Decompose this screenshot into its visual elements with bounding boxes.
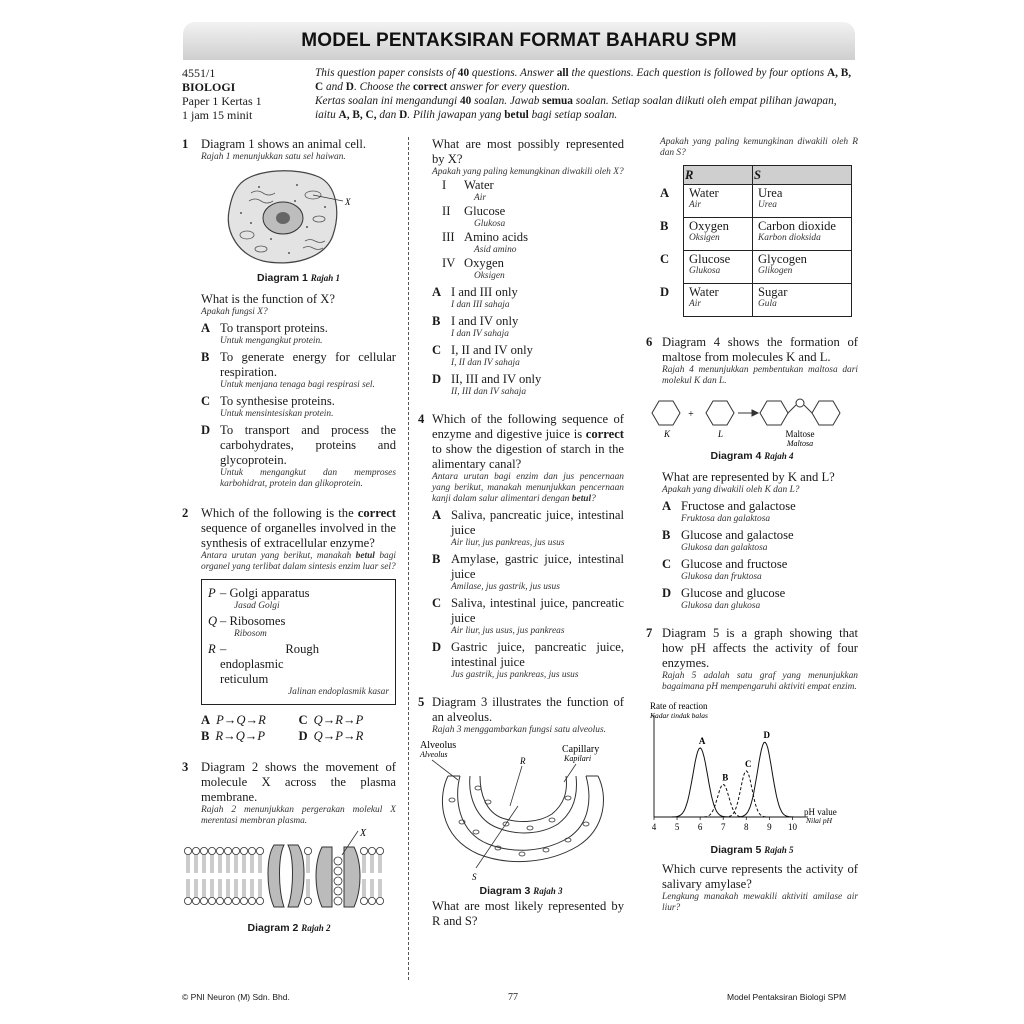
organelle-r: R – Rough endoplasmic reticulum Jalinan endoplasmik kasar	[208, 642, 389, 697]
page-title: MODEL PENTAKSIRAN FORMAT BAHARU SPM	[301, 30, 737, 51]
question-7	[646, 626, 858, 914]
organelle-box	[201, 579, 396, 705]
s-label: S	[472, 872, 477, 882]
question-stem: What is the function of X?	[201, 292, 335, 306]
question-5-continued	[646, 137, 858, 317]
molecule-l	[706, 401, 734, 425]
organelle-q: Q – Ribosomes Ribosom	[208, 614, 286, 639]
diagram-caption: Diagram 2 Rajah 2	[247, 922, 331, 934]
question-number: 4	[418, 412, 425, 426]
footer-book-title: Model Pentaksiran Biologi SPM	[727, 992, 847, 1002]
x-tick-label: 8	[744, 822, 749, 832]
duration: 1 jam 15 minit	[182, 108, 253, 122]
option-b[interactable]: B I and IV only I dan IV sahaja	[432, 314, 519, 339]
footer-copyright: © PNI Neuron (M) Sdn. Bhd.	[182, 992, 290, 1002]
column-header-r: R	[684, 166, 753, 185]
capillary-label-my: Kapilari	[564, 754, 592, 763]
x-tick-label: 7	[720, 822, 726, 832]
x-tick-label: 4	[651, 822, 657, 832]
diagram-caption: Diagram 5 Rajah 5	[710, 844, 794, 856]
x-tick-label: 6	[697, 822, 703, 832]
column-2	[418, 137, 624, 929]
x-label: X	[360, 828, 367, 839]
question-stem: Which curve represents the activity of salivary amylase?	[662, 862, 858, 891]
curve-label-d: D	[763, 730, 771, 741]
question-stem-my: Apakah yang diwakili oleh K dan L?	[662, 485, 800, 495]
option-c[interactable]: C To synthesise proteins. Untuk mensintesiskan protein.	[201, 394, 335, 419]
roman-item: IV Oxygen Oksigen	[442, 256, 505, 281]
question-number: 3	[182, 760, 189, 774]
k-label: K	[664, 429, 671, 439]
question-number: 2	[182, 506, 189, 520]
molecule-k	[652, 401, 680, 425]
question-stem: What are most likely represented by R and S?	[432, 899, 624, 928]
option-b[interactable]: B To generate energy for cellular respiration. Untuk menjana tenaga bagi respirasi sel.	[201, 350, 396, 390]
question-stem: What are represented by K and L?	[662, 470, 835, 484]
question-text: Diagram 1 shows an animal cell.	[201, 137, 367, 151]
y-axis-label-my: Kadar tindak balas	[650, 711, 708, 720]
table-row[interactable]: A Water Air Urea Urea	[660, 185, 852, 218]
question-2	[182, 506, 396, 744]
question-text-my: Rajah 1 menunjukkan satu sel haiwan.	[201, 152, 346, 162]
question-text: Which of the following sequence of enzyme and digestive juice is correct to show the digestion of starch in the alimentary canal?	[432, 412, 624, 471]
column-header-s: S	[753, 166, 852, 185]
question-5	[418, 695, 624, 929]
option-a[interactable]: A To transport proteins. Untuk mengangkut protein.	[201, 321, 328, 346]
y-axis-label: Rate of reaction	[650, 701, 708, 711]
arrow-head	[752, 410, 758, 416]
roman-item: II Glucose Glukosa	[442, 204, 506, 229]
question-stem: What are most possibly represented by X?	[432, 137, 624, 166]
x-tick-label: 10	[787, 822, 797, 832]
option-a[interactable]: A P→Q→R	[201, 713, 266, 727]
organelle-p: P – Golgi apparatus Jasad Golgi	[208, 586, 310, 611]
alveolus-label-my: Alveolus	[420, 750, 448, 759]
option-a[interactable]: A Saliva, pancreatic juice, intestinal juice Air liur, jus pankreas, jus usus	[432, 508, 624, 548]
option-a[interactable]: A I and III only I dan III sahaja	[432, 285, 518, 310]
diagram-caption: Diagram 3 Rajah 3	[479, 885, 563, 897]
subject: BIOLOGI	[182, 80, 236, 94]
column-1	[182, 137, 396, 936]
title-banner	[183, 22, 855, 60]
option-d[interactable]: D Q→P→R	[298, 729, 364, 743]
x-axis-label-my: Nilai pH	[806, 816, 833, 825]
question-text: Which of the following is the correct sequence of organelles involved in the synthesis of extracellular enzyme?	[201, 506, 396, 550]
footer-page-number: 77	[508, 992, 518, 1003]
column-divider	[408, 137, 409, 980]
question-4	[418, 412, 624, 681]
maltose-label: Maltose	[785, 429, 815, 439]
option-c[interactable]: C Glucose and fructose Glukosa dan fruktosa	[662, 557, 788, 582]
column-3	[646, 137, 858, 914]
question-text: Diagram 3 illustrates the function of an alveolus.	[432, 695, 624, 724]
plasma-membrane-diagram	[182, 827, 396, 919]
question-6	[646, 335, 858, 612]
curve-c	[654, 771, 804, 817]
option-a[interactable]: A Fructose and galactose Fruktosa dan galaktosa	[662, 499, 796, 524]
channel-protein	[316, 847, 360, 907]
question-text-my: Rajah 4 menunjukkan pembentukan maltosa dari molekul K dan L.	[662, 365, 858, 386]
question-number: 7	[646, 626, 653, 640]
question-number: 5	[418, 695, 425, 709]
option-b[interactable]: B Amylase, gastric juice, intestinal juice Amilase, jus gastrik, jus usus	[432, 552, 624, 592]
roman-item: I Water Air	[442, 178, 494, 203]
alveolus-shape	[442, 776, 603, 862]
question-text: Diagram 5 is a graph showing that how pH affects the activity of four enzymes.	[662, 626, 858, 670]
maltose-diagram	[646, 389, 858, 449]
table-row[interactable]: D Water Air Sugar Gula	[660, 284, 852, 317]
option-d[interactable]: D Gastric juice, pancreatic juice, intestinal juice Jus gastrik, jus pankreas, jus usus	[432, 640, 624, 680]
table-row[interactable]: B Oxygen Oksigen Carbon dioxide Karbon dioksida	[660, 218, 852, 251]
carrier-protein	[268, 845, 304, 907]
oxygen-bridge	[796, 399, 804, 407]
curve-label-b: B	[722, 772, 729, 783]
r-label: R	[520, 756, 526, 766]
capillary-shape	[470, 776, 577, 833]
question-stem-my: Apakah fungsi X?	[201, 307, 268, 317]
question-text: Diagram 4 shows the formation of maltose from molecules K and L.	[662, 335, 858, 364]
instructions-en: This question paper consists of 40 questions. Answer all the questions. Each question is followed by four options A, B, C and D. Choose the correct answer for every question.	[315, 67, 852, 93]
question-stem-my: Apakah yang paling kemungkinan diwakili oleh R dan S?	[660, 137, 858, 158]
maltose-label-my: Maltosa	[786, 439, 814, 448]
x-tick-label: 5	[674, 822, 680, 832]
paper-code: 4551/1	[182, 66, 216, 80]
l-label: L	[718, 429, 724, 439]
maltose-ring-1	[760, 401, 788, 425]
question-1	[182, 137, 396, 490]
cell-illustration	[228, 171, 343, 263]
option-d[interactable]: D II, III and IV only II, III dan IV sahaja	[432, 372, 542, 397]
animal-cell-diagram	[201, 163, 396, 271]
answer-grid	[201, 713, 396, 744]
question-number: 1	[182, 137, 189, 151]
ph-activity-chart	[646, 701, 858, 843]
curve-a	[654, 748, 804, 817]
roman-list	[432, 178, 624, 282]
instructions-my: Kertas soalan ini mengandungi 40 soalan. Jawab semua soalan. Setiap soalan diikuti oleh empat pilihan jawapan, iaitu A, B, C, dan D. Pilih jawapan yang betul bagi setiap soalan.	[315, 95, 837, 121]
plus-sign: +	[688, 409, 694, 420]
option-d[interactable]: D Glucose and glucose Glukosa dan glukosa	[662, 586, 786, 611]
paper-number: Paper 1 Kertas 1	[182, 94, 262, 108]
paper-info	[182, 66, 262, 122]
alveolus-diagram	[418, 736, 624, 884]
x-axis-label: pH value	[804, 807, 837, 817]
option-c[interactable]: C I, II and IV only I, II dan IV sahaja	[432, 343, 533, 368]
option-b[interactable]: B R→Q→P	[201, 729, 266, 743]
x-label: X	[345, 197, 351, 207]
question-text-my: Antara urutan bagi enzim dan jus pencernaan yang berikut, manakah menunjukkan pencernaan kanji dalam salur alimentari dengan betul?	[432, 472, 624, 504]
curve-label-c: C	[745, 758, 752, 769]
option-b[interactable]: B Glucose and galactose Glukosa dan galaktosa	[662, 528, 794, 553]
option-c[interactable]: C Saliva, intestinal juice, pancreatic juice Air liur, jus usus, jus pankreas	[432, 596, 624, 636]
capillary-label: Capillary	[562, 744, 600, 755]
question-text-my: Rajah 2 menunjukkan pergerakan molekul X merentasi membran plasma.	[201, 805, 396, 826]
question-number: 6	[646, 335, 653, 349]
x-tick-label: 9	[767, 822, 772, 832]
maltose-ring-2	[812, 401, 840, 425]
roman-item: III Amino acids Asid amino	[442, 230, 529, 255]
option-d[interactable]: D To transport and process the carbohydrates, proteins and glycoprotein. Untuk mengangkut dan memproses karbohidrat, protein dan glikoprotein.	[201, 423, 396, 489]
table-row[interactable]: C Glucose Glukosa Glycogen Glikogen	[660, 251, 852, 284]
question-3-continued	[418, 137, 624, 398]
answer-table	[660, 165, 852, 317]
question-3	[182, 760, 396, 936]
instructions	[315, 66, 855, 122]
curve-label-a: A	[698, 735, 706, 746]
question-stem-my: Apakah yang paling kemungkinan diwakili oleh X?	[432, 167, 624, 177]
question-text-my: Rajah 5 adalah satu graf yang menunjukkan bagaimana pH mempengaruhi aktiviti empat enzim.	[662, 671, 858, 692]
diagram-caption: Diagram 1 Rajah 1	[257, 272, 340, 284]
alveolus-label: Alveolus	[420, 740, 457, 751]
curve-d	[654, 742, 804, 817]
diagram-caption: Diagram 4 Rajah 4	[710, 450, 794, 462]
question-stem-my: Lengkung manakah mewakili aktiviti amilase air liur?	[662, 892, 858, 913]
question-text: Diagram 2 shows the movement of molecule X across the plasma membrane.	[201, 760, 396, 804]
question-text-my: Rajah 3 menggambarkan fungsi satu alveolus.	[432, 725, 606, 735]
question-text-my: Antara urutan yang berikut, manakah betul bagi organel yang terlibat dalam sintesis enzim luar sel?	[201, 551, 396, 572]
option-c[interactable]: C Q→R→P	[298, 713, 364, 727]
